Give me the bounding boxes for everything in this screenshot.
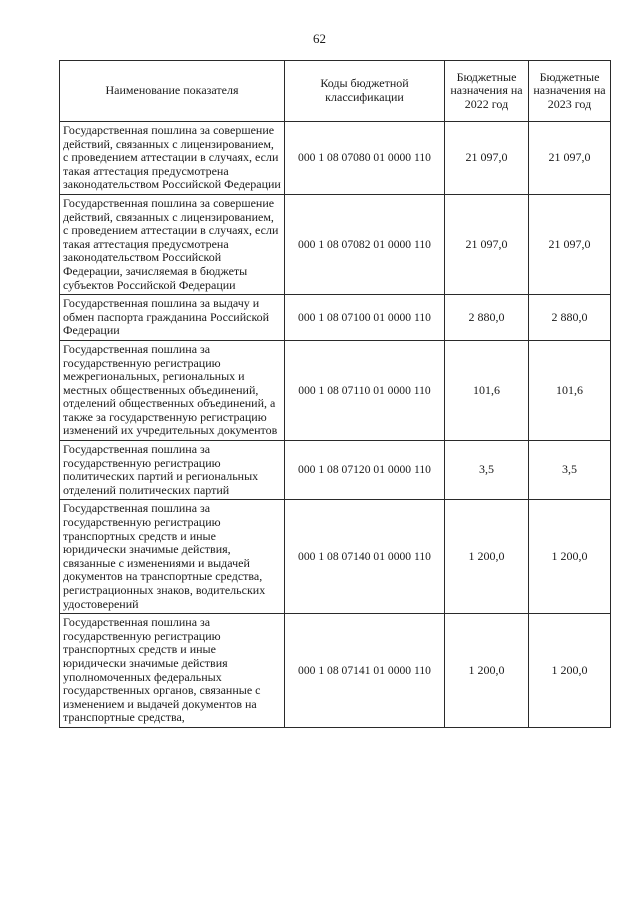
row-name: Государственная пошлина за государственную регистрацию политических партий и региональных отделений политических партий: [60, 441, 285, 500]
header-budget-2022: Бюджетные назначения на 2022 год: [445, 61, 529, 122]
row-value-2022: 1 200,0: [445, 500, 529, 614]
page-number: 62: [313, 31, 326, 46]
row-name: Государственная пошлина за совершение действий, связанных с лицензированием, с проведением аттестации в случаях, если такая аттестация предусмотрена законодательством Российской Федерации: [60, 122, 285, 195]
table-row: [60, 340, 611, 440]
table-row: [60, 194, 611, 294]
row-value-2022: 2 880,0: [445, 295, 529, 341]
row-value-2023: 2 880,0: [529, 295, 611, 341]
table-row: [60, 614, 611, 728]
row-code: 000 1 08 07120 01 0000 110: [285, 441, 445, 500]
row-value-2023: 21 097,0: [529, 122, 611, 195]
row-name: Государственная пошлина за государственную регистрацию транспортных средств и иные юридически значимые действия, связанные с изменениями и выдачей документов на транспортные средства, регистрационных знаков, водительских удостоверений: [60, 500, 285, 614]
table-row: [60, 500, 611, 614]
row-name: Государственная пошлина за выдачу и обмен паспорта гражданина Российской Федерации: [60, 295, 285, 341]
row-value-2022: 3,5: [445, 441, 529, 500]
table-row: [60, 295, 611, 341]
row-value-2023: 1 200,0: [529, 500, 611, 614]
row-code: 000 1 08 07140 01 0000 110: [285, 500, 445, 614]
row-value-2023: 101,6: [529, 340, 611, 440]
row-value-2022: 21 097,0: [445, 122, 529, 195]
row-code: 000 1 08 07141 01 0000 110: [285, 614, 445, 728]
header-indicator-name: Наименование показателя: [60, 61, 285, 122]
row-name: Государственная пошлина за государственную регистрацию транспортных средств и иные юридически значимые действия уполномоченных федеральных государственных органов, связанные с изменением и выдачей документов на транспортные средства,: [60, 614, 285, 728]
row-code: 000 1 08 07110 01 0000 110: [285, 340, 445, 440]
table-row: [60, 122, 611, 195]
table-header-row: [60, 61, 611, 122]
row-value-2022: 21 097,0: [445, 194, 529, 294]
row-value-2023: 1 200,0: [529, 614, 611, 728]
row-value-2023: 21 097,0: [529, 194, 611, 294]
table-row: [60, 441, 611, 500]
budget-table: [59, 60, 611, 728]
row-value-2022: 101,6: [445, 340, 529, 440]
row-name: Государственная пошлина за совершение действий, связанных с лицензированием, с проведением аттестации в случаях, если такая аттестация предусмотрена законодательством Российской Федерации, зачисляемая в бюджеты субъектов Российской Федерации: [60, 194, 285, 294]
header-budget-2023: Бюджетные назначения на 2023 год: [529, 61, 611, 122]
row-code: 000 1 08 07080 01 0000 110: [285, 122, 445, 195]
header-budget-code: Коды бюджетной классификации: [285, 61, 445, 122]
row-code: 000 1 08 07100 01 0000 110: [285, 295, 445, 341]
row-code: 000 1 08 07082 01 0000 110: [285, 194, 445, 294]
row-value-2023: 3,5: [529, 441, 611, 500]
row-name: Государственная пошлина за государственную регистрацию межрегиональных, региональных и местных общественных объединений, отделений общественных объединений, а также за государственную регистрацию изменений их учредительных документов: [60, 340, 285, 440]
row-value-2022: 1 200,0: [445, 614, 529, 728]
